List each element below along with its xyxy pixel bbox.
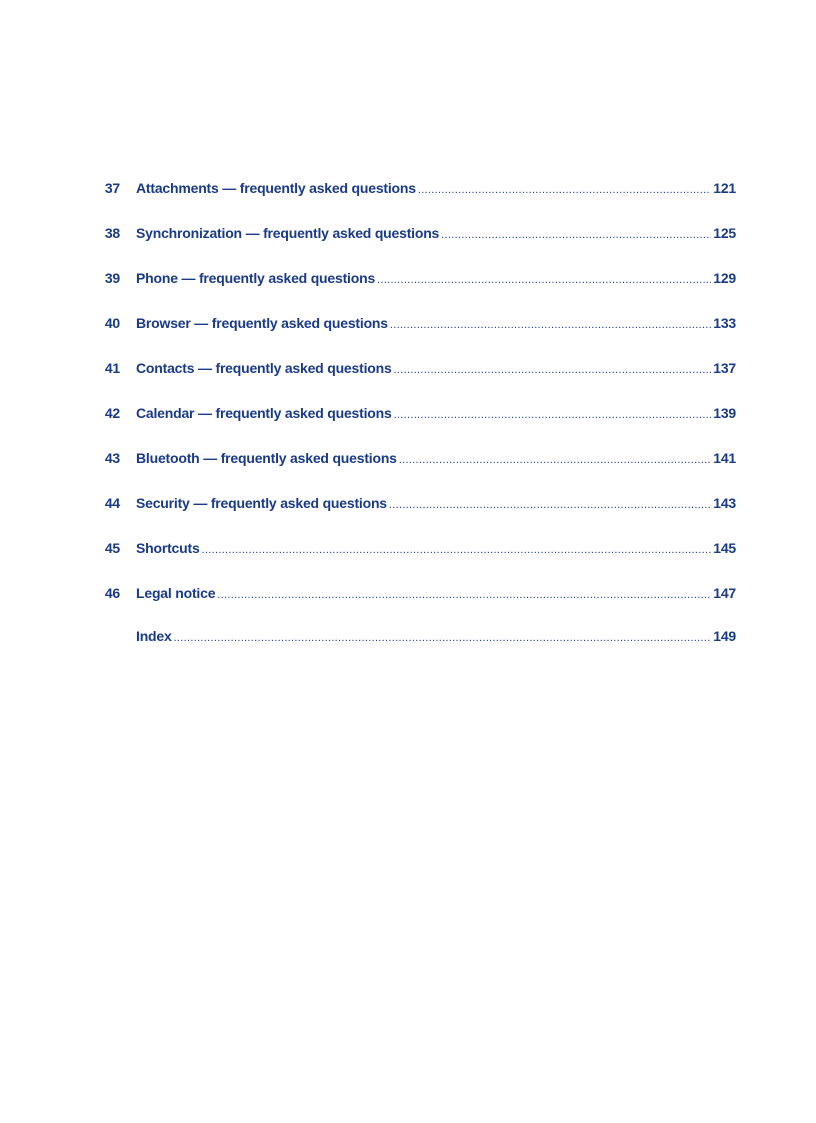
toc-entry-attachments[interactable]: [96, 180, 736, 225]
table-of-contents: [96, 180, 736, 668]
toc-entry-contacts[interactable]: [96, 360, 736, 405]
toc-entry-synchronization[interactable]: [96, 225, 736, 270]
toc-dot-leader: [174, 628, 712, 644]
toc-dot-leader: [394, 405, 712, 421]
toc-dot-leader: [389, 495, 711, 511]
toc-entry-security[interactable]: [96, 495, 736, 540]
toc-entry-number: 38: [104, 225, 120, 241]
toc-entry-page: 121: [713, 180, 736, 196]
toc-entry-title: Security — frequently asked questions: [136, 495, 387, 511]
toc-entry-page: 143: [713, 495, 736, 511]
toc-entry-title: Contacts — frequently asked questions: [136, 360, 392, 376]
toc-entry-bluetooth[interactable]: [96, 450, 736, 495]
toc-entry-title: Calendar — frequently asked questions: [136, 405, 392, 421]
toc-entry-browser[interactable]: [96, 315, 736, 360]
toc-dot-leader: [377, 270, 711, 286]
toc-entry-page: 125: [713, 225, 736, 241]
toc-entry-page: 149: [713, 628, 736, 644]
toc-dot-leader: [441, 225, 711, 241]
toc-entry-number: 43: [104, 450, 120, 466]
toc-entry-title: Shortcuts: [136, 540, 200, 556]
toc-entry-title: Bluetooth — frequently asked questions: [136, 450, 397, 466]
toc-entry-page: 145: [713, 540, 736, 556]
toc-entry-page: 147: [713, 585, 736, 601]
toc-entry-number: 45: [104, 540, 120, 556]
toc-entry-title: Synchronization — frequently asked questions: [136, 225, 440, 241]
toc-dot-leader: [418, 180, 711, 196]
toc-entry-page: 141: [713, 450, 736, 466]
toc-entry-page: 129: [713, 270, 736, 286]
toc-entry-page: 133: [713, 315, 736, 331]
toc-entry-number: 42: [104, 405, 120, 421]
toc-dot-leader: [202, 540, 712, 556]
toc-entry-title: Phone — frequently asked questions: [136, 270, 376, 286]
toc-entry-title: Index: [136, 628, 172, 644]
toc-entry-shortcuts[interactable]: [96, 540, 736, 585]
toc-entry-legal-notice[interactable]: [96, 585, 736, 630]
toc-entry-title: Browser — frequently asked questions: [136, 315, 388, 331]
toc-entry-calendar[interactable]: [96, 405, 736, 450]
toc-entry-page: 139: [713, 405, 736, 421]
toc-entry-number: 39: [104, 270, 120, 286]
toc-entry-number: 44: [104, 495, 120, 511]
toc-entry-number: 41: [104, 360, 120, 376]
toc-dot-leader: [390, 315, 711, 331]
toc-entry-number: 37: [104, 180, 120, 196]
toc-entry-index[interactable]: [96, 628, 736, 668]
toc-entry-phone[interactable]: [96, 270, 736, 315]
toc-dot-leader: [394, 360, 712, 376]
toc-dot-leader: [217, 585, 711, 601]
toc-entry-page: 137: [713, 360, 736, 376]
toc-entry-number: 40: [104, 315, 120, 331]
toc-entry-title: Attachments — frequently asked questions: [136, 180, 416, 196]
toc-dot-leader: [399, 450, 711, 466]
toc-entry-number: 46: [104, 585, 120, 601]
toc-entry-title: Legal notice: [136, 585, 216, 601]
